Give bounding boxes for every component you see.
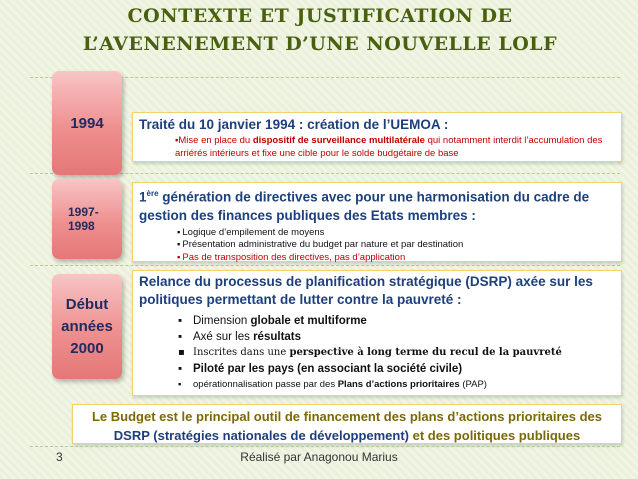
- year-label: 1997- 1998: [68, 205, 99, 233]
- list-item: ▪ Pas de transposition des directives, pas d’application: [177, 252, 615, 265]
- year-label: Début années 2000: [61, 295, 113, 357]
- panel-heading: 1ère génération de directives avec pour une harmonisation du cadre de gestion des finances publiques des Etats membres :: [139, 189, 590, 223]
- title-line-2: L’AVENENEMENT D’UNE NOUVELLE LOLF: [82, 33, 558, 55]
- divider: [30, 446, 620, 447]
- author-footer: Réalisé par Anagonou Marius: [240, 450, 398, 464]
- year-label: 1994: [70, 114, 104, 132]
- list-item: ▪ Inscrites dans une perspective à long terme du recul de la pauvreté: [175, 345, 615, 361]
- slide-title: [60, 2, 580, 58]
- panel-bullets: [139, 313, 615, 393]
- list-item: ▪ Dimension globale et multiforme: [175, 313, 615, 329]
- panel-1997-1998: [132, 182, 622, 262]
- panel-bullets: [139, 227, 615, 265]
- panel-heading: Relance du processus de planification stratégique (DSRP) axée sur les politiques permettant de lutter contre la pauvreté :: [139, 274, 593, 307]
- list-item: ▪ Présentation administrative du budget par nature et par destination: [177, 239, 615, 252]
- page-number: 3: [56, 450, 63, 464]
- year-box-2000: [52, 274, 122, 379]
- divider: [30, 265, 620, 266]
- panel-2000: [132, 270, 622, 396]
- list-item: ▪ Logique d’empilement de moyens: [177, 227, 615, 240]
- list-item: ▪ Axé sur les résultats: [175, 329, 615, 345]
- panel-heading: Traité du 10 janvier 1994 : création de l’UEMOA :: [139, 117, 449, 132]
- panel-bullet: ▪Mise en place du dispositif de surveillance multilatérale qui notamment interdit l’accumulation des arriérés intérieurs et fixe une cible pour le solde budgétaire de base: [175, 135, 603, 159]
- panel-1994: [132, 112, 622, 162]
- list-item: ▪ Piloté par les pays (en associant la société civile): [175, 361, 615, 377]
- year-box-1994: [52, 71, 122, 175]
- year-box-1997-1998: [52, 179, 122, 259]
- list-item: ▪ opérationnalisation passe par des Plans d’actions prioritaires (PAP): [175, 377, 615, 393]
- summary-note: Le Budget est le principal outil de financement des plans d’actions prioritaires des DSRP (stratégies nationales de développement) et des politiques publiques: [72, 404, 622, 444]
- title-line-1: CONTEXTE ET JUSTIFICATION DE: [127, 5, 513, 27]
